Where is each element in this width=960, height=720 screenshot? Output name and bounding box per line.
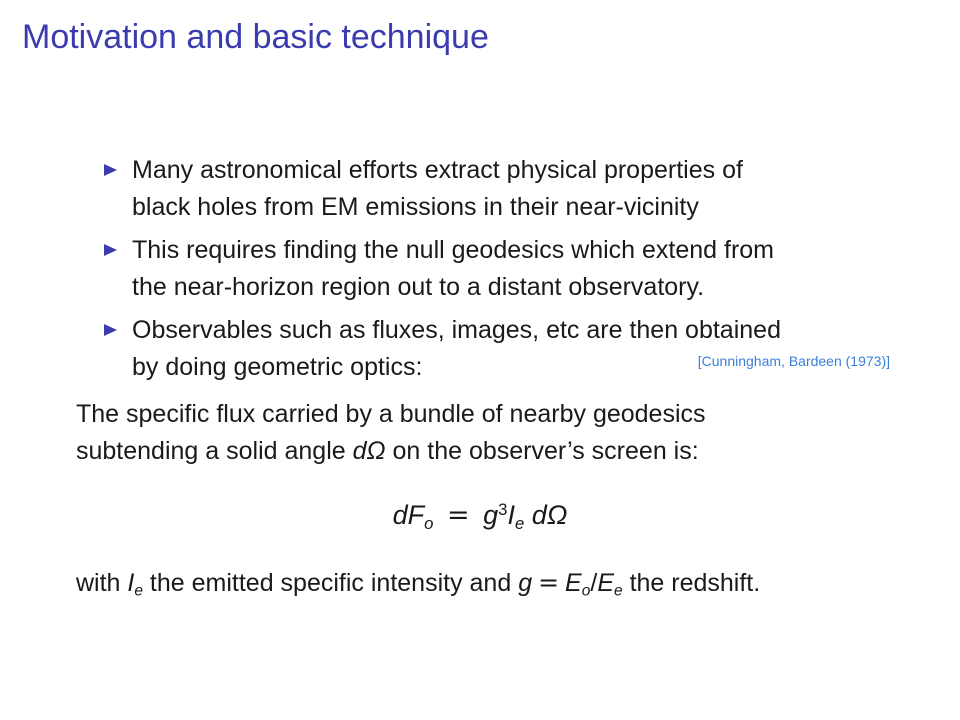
triangle-bullet-icon (104, 244, 117, 256)
bullet-line: the near-horizon region out to a distant observatory. (132, 273, 705, 301)
paragraph-line (76, 433, 706, 470)
eq-I: I (507, 500, 515, 531)
eq-lhs: dF (392, 500, 425, 531)
bullet-item (104, 232, 904, 306)
closing-Ee: E (597, 569, 614, 597)
flux-equation (0, 500, 960, 534)
closing-Eo-sub: o (581, 582, 591, 600)
eq-domega: dΩ (531, 500, 568, 531)
closing-slash: / (590, 569, 598, 597)
flux-paragraph (76, 396, 706, 470)
paragraph-text: subtending a solid angle (76, 437, 353, 465)
eq-equals: = (446, 500, 470, 532)
closing-text: the redshift. (622, 569, 761, 597)
bullet-line: This requires finding the null geodesics which extend from (132, 236, 775, 264)
closing-g: g (518, 569, 533, 597)
bullet-item (104, 312, 904, 386)
closing-text: the emitted specific intensity and (142, 569, 519, 597)
triangle-bullet-icon (104, 324, 117, 336)
bullet-line: Many astronomical efforts extract physical properties of (132, 156, 743, 184)
closing-text: with (76, 569, 128, 597)
solid-angle-symbol: dΩ (352, 437, 386, 465)
eq-I-sub: e (514, 514, 525, 534)
closing-equals: = (538, 568, 560, 597)
bullet-line: black holes from EM emissions in their near-vicinity (132, 193, 699, 221)
citation: [Cunningham, Bardeen (1973)] (697, 353, 890, 369)
bullet-line: by doing geometric optics: (132, 353, 423, 381)
paragraph-text: on the observer’s screen is: (385, 437, 699, 465)
bullet-item (104, 152, 904, 226)
eq-lhs-sub: o (424, 514, 434, 534)
closing-Ie-sub: e (134, 582, 143, 600)
closing-Ee-sub: e (614, 582, 623, 600)
closing-Eo: E (565, 569, 582, 597)
bullet-list (104, 152, 904, 392)
closing-paragraph (76, 564, 760, 610)
slide-title: Motivation and basic technique (22, 18, 489, 56)
bullet-line: Observables such as fluxes, images, etc are then obtained (132, 316, 781, 344)
paragraph-line: The specific flux carried by a bundle of nearby geodesics (76, 400, 706, 428)
eq-g: g (483, 500, 499, 531)
closing-Ie: I (127, 569, 135, 597)
triangle-bullet-icon (104, 164, 117, 176)
eq-power: 3 (498, 500, 508, 519)
